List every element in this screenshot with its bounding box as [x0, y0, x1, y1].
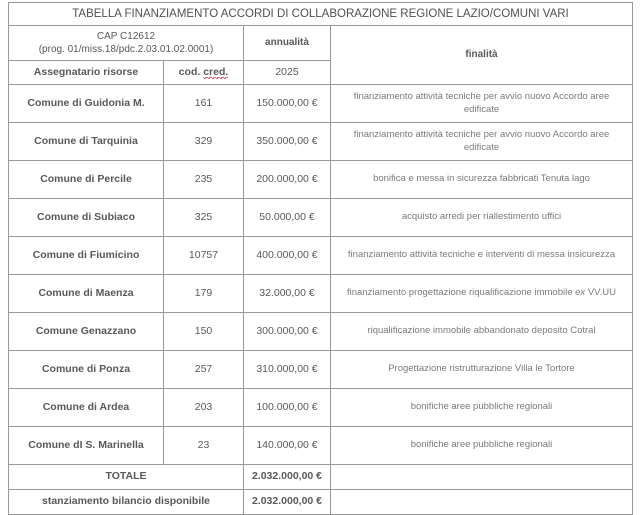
row-code: 179 [164, 275, 244, 313]
cap-code: CAP C12612 [96, 30, 156, 42]
row-amount: 150.000,00 € [244, 85, 331, 123]
row-purpose [331, 275, 633, 313]
row-purpose [331, 313, 633, 351]
row-amount: 400.000,00 € [244, 237, 331, 275]
row-assegnatario: Comune di Tarquinia [9, 123, 164, 161]
row-assegnatario: Comune di Maenza [9, 275, 164, 313]
row-purpose [331, 123, 633, 161]
cod-cred-prefix: cod. [178, 65, 204, 78]
row-assegnatario: Comune di Ardea [9, 389, 164, 427]
table-row [9, 85, 633, 123]
table-row [9, 199, 633, 237]
row-purpose [331, 199, 633, 237]
budget-availability-label: stanziamento bilancio disponibile [9, 490, 244, 515]
row-amount: 200.000,00 € [244, 161, 331, 199]
row-code: 150 [164, 313, 244, 351]
table-row [9, 427, 633, 465]
table-row [9, 351, 633, 389]
column-header-cod-cred [164, 61, 244, 85]
purpose-text-pre: Progettazione ristrutturazione Villa le Tortore [388, 363, 575, 375]
purpose-text-pre: bonifiche aree pubbliche regionali [410, 439, 553, 451]
purpose-text-italic: ex [575, 287, 586, 299]
table-row [9, 275, 633, 313]
spreadsheet-sheet [8, 2, 632, 515]
purpose-text-pre: bonifiche aree pubbliche regionali [410, 401, 553, 413]
row-code: 23 [164, 427, 244, 465]
row-assegnatario: Comune di Subiaco [9, 199, 164, 237]
row-code: 325 [164, 199, 244, 237]
row-assegnatario: Comune di Guidonia M. [9, 85, 164, 123]
total-amount: 2.032.000,00 € [244, 465, 331, 490]
table-row [9, 161, 633, 199]
row-purpose [331, 85, 633, 123]
total-label: TOTALE [9, 465, 244, 490]
header-cap-row [9, 26, 633, 61]
table-row [9, 313, 633, 351]
row-purpose [331, 427, 633, 465]
table-title: TABELLA FINANZIAMENTO ACCORDI DI COLLABORAZIONE REGIONE LAZIO/COMUNI VARI [9, 3, 633, 26]
table-row [9, 123, 633, 161]
row-amount: 350.000,00 € [244, 123, 331, 161]
row-purpose [331, 161, 633, 199]
row-purpose [331, 237, 633, 275]
budget-availability-amount: 2.032.000,00 € [244, 490, 331, 515]
purpose-text-pre: acquisto arredi per riallestimento uffici [401, 211, 562, 223]
purpose-text-pre: finanziamento attività tecniche e interventi di messa insicurezza [347, 249, 616, 261]
row-code: 235 [164, 161, 244, 199]
budget-availability-purpose-blank [331, 490, 633, 515]
row-assegnatario: Comune di Percile [9, 161, 164, 199]
row-code: 329 [164, 123, 244, 161]
budget-availability-row [9, 490, 633, 515]
table-row [9, 389, 633, 427]
row-assegnatario: Comune dI S. Marinella [9, 427, 164, 465]
row-amount: 310.000,00 € [244, 351, 331, 389]
row-amount: 140.000,00 € [244, 427, 331, 465]
annualita-header: annualità [244, 26, 331, 61]
table-body [9, 3, 633, 515]
purpose-text-post: VV.UU [585, 287, 616, 299]
table-title-row [9, 3, 633, 26]
row-code: 257 [164, 351, 244, 389]
total-purpose-blank [331, 465, 633, 490]
financing-table [8, 2, 633, 515]
row-code: 161 [164, 85, 244, 123]
row-assegnatario: Comune Genazzano [9, 313, 164, 351]
cod-cred-misspelled-word: cred. [203, 65, 229, 78]
row-assegnatario: Comune di Fiumicino [9, 237, 164, 275]
row-amount: 50.000,00 € [244, 199, 331, 237]
total-row [9, 465, 633, 490]
finalita-header: finalità [331, 26, 633, 85]
purpose-text-pre: bonifica e messa in sicurezza fabbricati Tenuta lago [373, 173, 590, 185]
column-header-year: 2025 [244, 61, 331, 85]
purpose-text-pre: riqualificazione immobile abbandonato deposito Cotral [367, 325, 596, 337]
cap-program: (prog. 01/miss.18/pdc.2.03.01.02.0001) [38, 44, 214, 55]
row-assegnatario: Comune di Ponza [9, 351, 164, 389]
row-amount: 100.000,00 € [244, 389, 331, 427]
row-purpose [331, 389, 633, 427]
row-amount: 32.000,00 € [244, 275, 331, 313]
cap-header-cell [9, 26, 244, 61]
purpose-text-pre: finanziamento progettazione riqualificazione immobile [347, 287, 576, 299]
column-header-assegnatario: Assegnatario risorse [9, 61, 164, 85]
purpose-text-pre: finanziamento attività tecniche per avvio nuovo Accordo aree edificate [353, 129, 610, 153]
row-code: 203 [164, 389, 244, 427]
table-row [9, 237, 633, 275]
row-amount: 300.000,00 € [244, 313, 331, 351]
row-code: 10757 [164, 237, 244, 275]
row-purpose [331, 351, 633, 389]
purpose-text-pre: finanziamento attività tecniche per avvio nuovo Accordo aree edificate [353, 91, 610, 115]
